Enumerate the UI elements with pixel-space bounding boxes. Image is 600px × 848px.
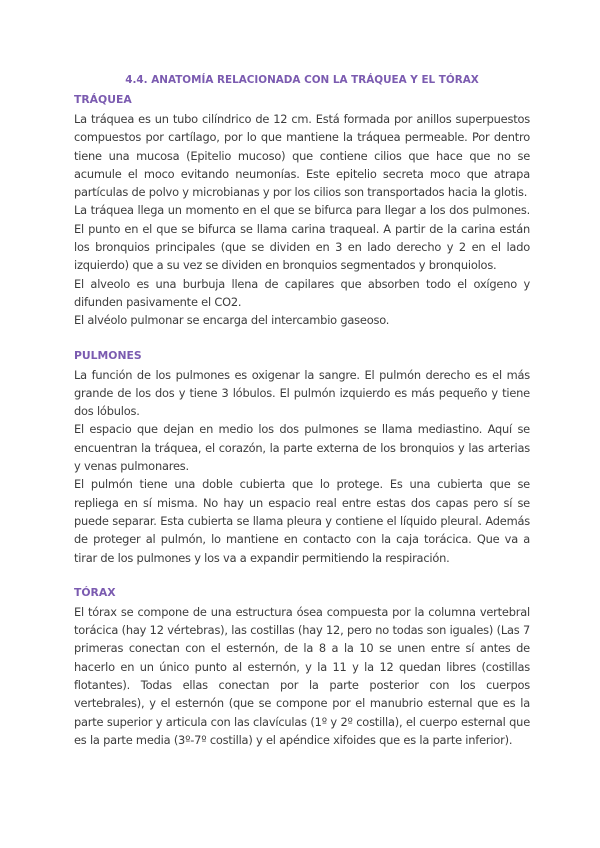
paragraph: El alveolo es una burbuja llena de capilares que absorben todo el oxígeno y difunden pasivamente el CO2. <box>74 276 530 309</box>
paragraph: El espacio que dejan en medio los dos pulmones se llama mediastino. Aquí se encuentran la tráquea, el corazón, la parte externa de los bronquios y las arterias y venas pulmonares. <box>74 422 530 474</box>
paragraph: El alvéolo pulmonar se encarga del intercambio gaseoso. <box>74 313 390 328</box>
section-traquea <box>74 92 530 330</box>
paragraph: La tráquea es un tubo cilíndrico de 12 cm. Está formada por anillos superpuestos compuestos por cartílago, por lo que mantiene la tráquea permeable. Por dentro tiene una mucosa (Epitelio mucoso) que contiene cilios que hace que no se acumule el moco evitando neumonías. Este epitelio secreta moco que atrapa partículas de polvo y microbianas y por los cilios son transportados hacia la glotis. <box>74 112 530 200</box>
section-pulmones <box>74 348 530 567</box>
section-spacer <box>74 330 530 348</box>
paragraph: El pulmón tiene una doble cubierta que lo protege. Es una cubierta que se repliega en sí misma. No hay un espacio real entre estas dos capas pero sí se puede separar. Esta cubierta se llama pleura y contiene el líquido pleural. Además de proteger al pulmón, lo mantiene en contacto con la caja torácica. Que va a tirar de los pulmones y los va a expandir permitiendo la respiración. <box>74 477 530 565</box>
section-heading-pulmones: PULMONES <box>74 348 142 362</box>
paragraph: El tórax se compone de una estructura ósea compuesta por la columna vertebral torácica (hay 12 vértebras), las costillas (hay 12, pero no todas son iguales) (Las 7 primeras conectan con el esternón, de la 8 a la 10 se unen entre sí antes de hacerlo en un único punto al esternón, y la 11 y la 12 quedan libres (costillas flotantes). Todas ellas conectan por la parte posterior con los cuerpos vertebrales), y el esternón (que se compone por el manubrio esternal que es la parte superior y articula con las clavículas (1º y 2º costilla), el cuerpo esternal que es la parte media (3º-7º costilla) y el apéndice xifoides que es la parte inferior). <box>74 604 530 747</box>
paragraph: La función de los pulmones es oxigenar la sangre. El pulmón derecho es el más grande de los dos y tiene 3 lóbulos. El pulmón izquierdo es más pequeño y tiene dos lóbulos. <box>74 367 530 419</box>
section-heading-torax: TÓRAX <box>74 585 116 599</box>
section-heading-traquea: TRÁQUEA <box>74 93 132 106</box>
paragraph: La tráquea llega un momento en el que se bifurca para llegar a los dos pulmones. El punto en el que se bifurca se llama carina traqueal. A partir de la carina están los bronquios principales (que se dividen en 3 en lado derecho y 2 en el lado izquierdo) que a su vez se dividen en bronquios segmentados y bronquiolos. <box>74 203 530 273</box>
document-page <box>74 72 530 749</box>
page-title: 4.4. ANATOMÍA RELACIONADA CON LA TRÁQUEA Y EL TÓRAX <box>125 74 479 86</box>
section-torax <box>74 585 530 749</box>
section-spacer <box>74 567 530 585</box>
